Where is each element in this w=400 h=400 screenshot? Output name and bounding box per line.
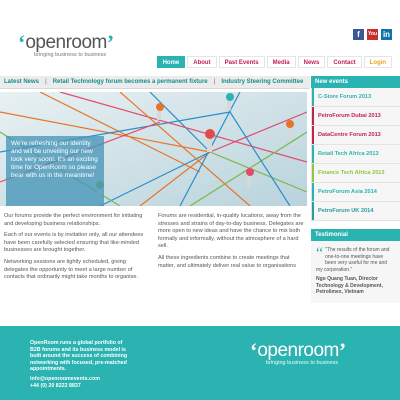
content-left-column xyxy=(4,213,150,286)
nav-news[interactable]: News xyxy=(298,56,326,68)
event-link[interactable]: C-Store Forum 2013 xyxy=(312,88,400,107)
footer-logo-mark-right: ’ xyxy=(338,338,347,363)
event-link[interactable]: PetroForum UK 2014 xyxy=(312,202,400,221)
hero-message: We're refreshing our identity and will be unveiling our new look very soon!. It's an exciting time for OpenRoom so please bear with us in the meantime! xyxy=(6,136,104,206)
footer-logo-text: openroom xyxy=(257,340,339,361)
footer-email[interactable]: info@openroomevents.com xyxy=(30,376,100,382)
content-paragraph: Each of our events is by invitation only, all our attendees have been carefully selected ensuring that like-minded businesses are brought together. xyxy=(4,232,144,254)
footer-logo-mark-left: ‘ xyxy=(250,338,258,363)
logo-mark-left: ‘ xyxy=(18,30,26,55)
logo-mark-right: ’ xyxy=(106,30,115,55)
news-ticker xyxy=(0,76,310,89)
main-nav xyxy=(157,56,392,68)
youtube-icon[interactable]: You Tube xyxy=(367,31,379,48)
footer-phone: +44 (0) 20 8222 8837 xyxy=(30,382,81,389)
quote-icon: “ xyxy=(316,245,324,262)
event-link[interactable]: PetroForum Asia 2014 xyxy=(312,183,400,202)
testimonial-quote: "The results of the forum and one-to-one meetings have been very useful for me and my corporation." xyxy=(316,247,390,273)
nav-home[interactable]: Home xyxy=(157,56,186,68)
news-item[interactable]: Industry Steering Committee xyxy=(221,79,304,85)
event-link[interactable]: Finance Tech Africa 2013 xyxy=(312,164,400,183)
logo-text: openroom xyxy=(25,32,107,53)
testimonial-author: Ngo Quang Tuan, Director Technology & Development, Petrolimex, Vietnam xyxy=(316,276,383,295)
news-label: Latest News xyxy=(4,79,40,85)
logo-tagline: bringing business to business xyxy=(34,52,107,58)
footer-contact xyxy=(30,376,100,389)
logo[interactable] xyxy=(18,30,114,56)
footer-logo-tagline: bringing business to business xyxy=(266,360,339,366)
news-separator: | xyxy=(213,79,216,85)
content-paragraph: Our forums provide the perfect environment for initiating and developing business relationships. xyxy=(4,213,143,227)
nav-contact[interactable]: Contact xyxy=(327,56,361,68)
events-list xyxy=(311,88,400,221)
footer-logo xyxy=(250,338,346,364)
testimonial-heading: Testimonial xyxy=(311,229,400,241)
footer-about: OpenRoom runs a global portfolio of B2B forums and its business model is built around the success of combining networking with focused, pre-matched appointments. xyxy=(30,340,128,373)
nav-login[interactable]: Login xyxy=(364,56,392,68)
event-link[interactable]: DataCentre Forum 2013 xyxy=(312,126,400,145)
content-right-column xyxy=(158,213,306,274)
news-separator: | xyxy=(45,79,47,85)
hero-banner xyxy=(0,92,307,206)
social-links xyxy=(353,29,392,48)
content-paragraph: All these ingredients combine to create meetings that matter, and ultimately deliver real value to organisations xyxy=(158,254,297,269)
header xyxy=(0,0,400,70)
nav-past-events[interactable]: Past Events xyxy=(219,56,265,68)
events-heading: New events xyxy=(311,76,400,88)
content-paragraph: Networking sessions are tightly scheduled, giving delegates the opportunity to meet a large number of contacts that ordinarily might take months to organise. xyxy=(4,258,139,281)
nav-media[interactable]: Media xyxy=(267,56,296,68)
event-link[interactable]: Retail Tech Africa 2013 xyxy=(312,145,400,164)
linkedin-icon[interactable]: in xyxy=(382,30,391,39)
sidebar xyxy=(311,76,400,303)
facebook-icon[interactable]: f xyxy=(353,29,364,40)
nav-about[interactable]: About xyxy=(187,56,216,68)
content-paragraph: Forums are residential, in-quality locations, away from the stresses and strains of day-to-day business. Delegates are more open to new ideas and have the chance to mix both formally and informally, without the atmosphere of a hard sell. xyxy=(158,213,304,250)
event-link[interactable]: PetroForum Dubai 2013 xyxy=(312,107,400,126)
news-item[interactable]: Retail Technology forum becomes a permanent fixture xyxy=(52,79,208,85)
testimonial-box xyxy=(311,241,400,303)
